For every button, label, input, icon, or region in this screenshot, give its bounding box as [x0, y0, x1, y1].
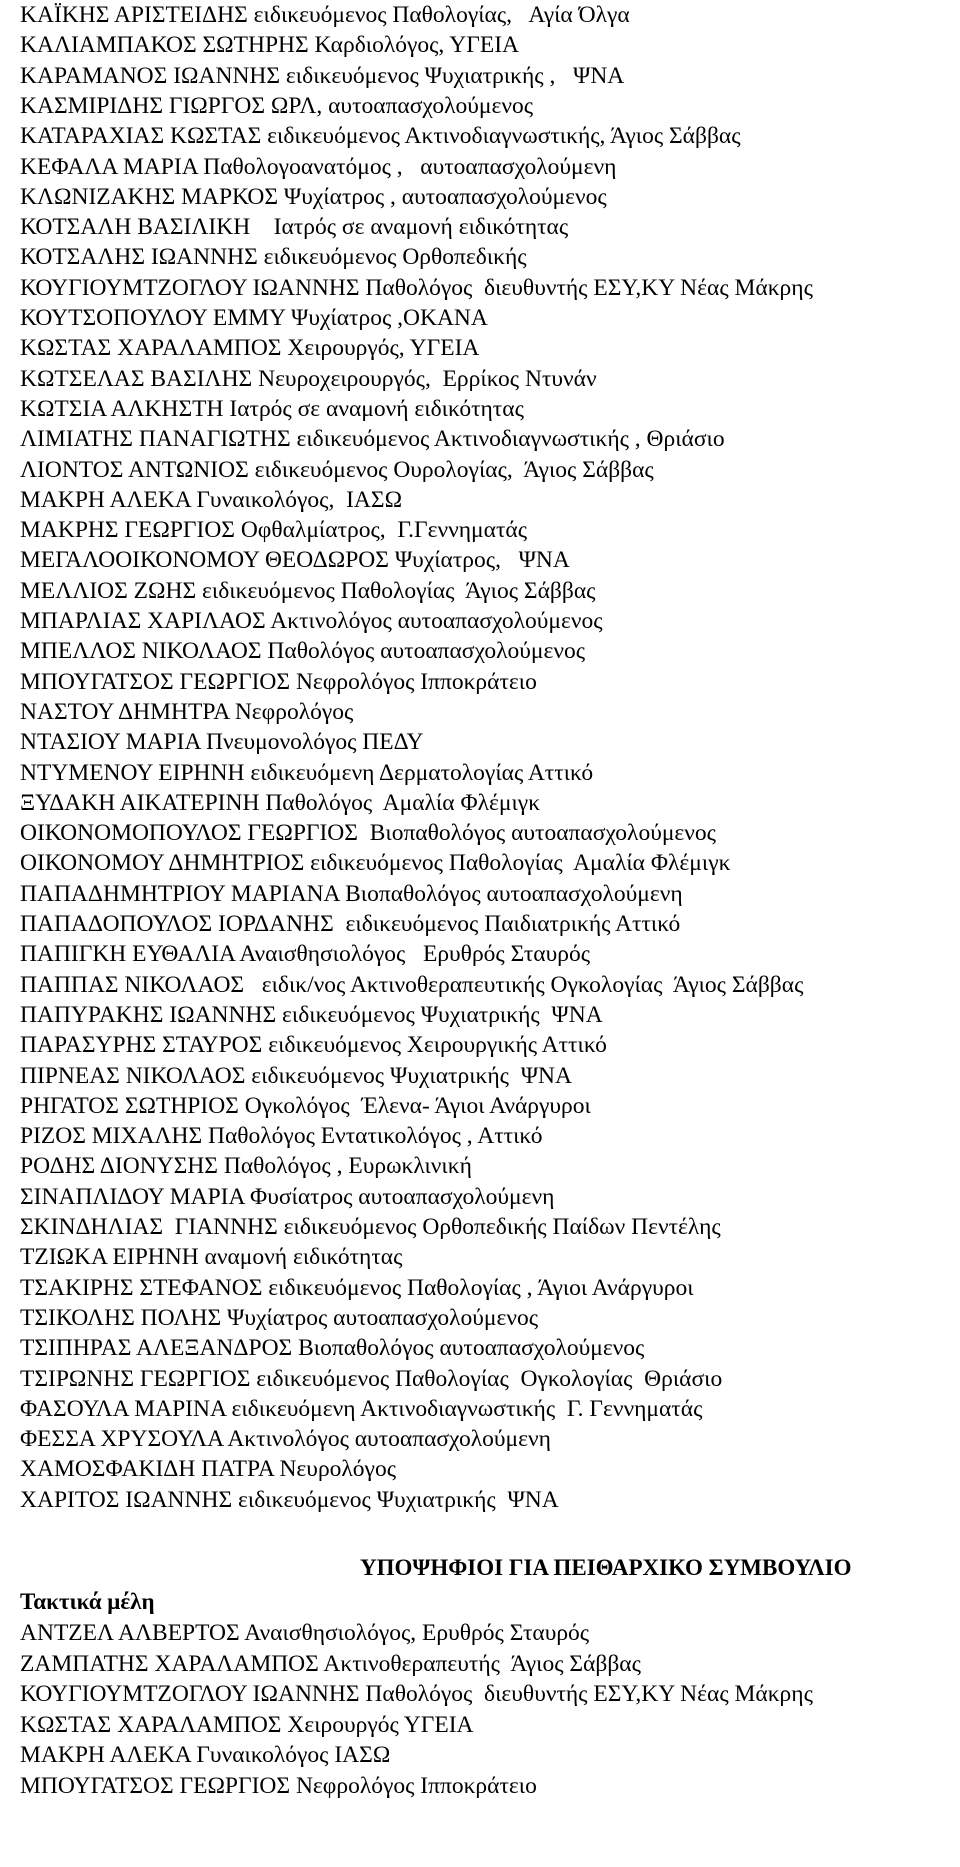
candidate-entry: ΜΠΕΛΛΟΣ ΝΙΚΟΛΑΟΣ Παθολόγος αυτοαπασχολούμενος: [20, 638, 586, 665]
candidate-entry: ΤΣΙΚΟΛΗΣ ΠΟΛΗΣ Ψυχίατρος αυτοαπασχολούμενος: [20, 1304, 539, 1331]
candidate-entry: ΜΕΛΛΙΟΣ ΖΩΗΣ ειδικευόμενος Παθολογίας Άγιος Σάββας: [20, 577, 596, 604]
candidate-entry: ΣΙΝΑΠΛΙΔΟΥ ΜΑΡΙΑ Φυσίατρος αυτοαπασχολούμενη: [20, 1183, 555, 1210]
candidate-entry: ΚΟΤΣΑΛΗΣ ΙΩΑΝΝΗΣ ειδικευόμενος Ορθοπεδικής: [20, 244, 527, 271]
candidate-entry: ΡΙΖΟΣ ΜΙΧΑΛΗΣ Παθολόγος Εντατικολόγος , Αττικό: [20, 1123, 543, 1150]
candidate-entry: ΡΗΓΑΤΟΣ ΣΩΤΗΡΙΟΣ Ογκολόγος Έλενα- Άγιοι Ανάργυροι: [20, 1092, 591, 1119]
candidate-entry: ΝΑΣΤΟΥ ΔΗΜΗΤΡΑ Νεφρολόγος: [20, 698, 354, 725]
candidate-entry: ΣΚΙΝΔΗΛΙΑΣ ΓΙΑΝΝΗΣ ειδικευόμενος Ορθοπεδικής Παίδων Πεντέλης: [20, 1214, 721, 1240]
disciplinary-member-entry: ΑΝΤΖΕΛ ΑΛΒΕΡΤΟΣ Αναισθησιολόγος, Ερυθρός Σταυρός: [20, 1620, 590, 1646]
candidate-entry: ΤΖΙΩΚΑ ΕΙΡΗΝΗ αναμονή ειδικότητας: [20, 1244, 403, 1271]
candidate-entry: ΦΕΣΣΑ ΧΡΥΣΟΥΛΑ Ακτινολόγος αυτοαπασχολούμενη: [20, 1426, 551, 1453]
candidate-entry: ΚΑΡΑΜΑΝΟΣ ΙΩΑΝΝΗΣ ειδικευόμενος Ψυχιατρικής , ΨΝΑ: [20, 62, 625, 89]
disciplinary-member-entry: ΜΑΚΡΗ ΑΛΕΚΑ Γυναικολόγος ΙΑΣΩ: [20, 1742, 391, 1769]
candidate-entry: ΚΟΥΓΙΟΥΜΤΖΟΓΛΟΥ ΙΩΑΝΝΗΣ Παθολόγος διευθυντής ΕΣΥ,ΚΥ Νέας Μάκρης: [20, 274, 813, 301]
candidate-entry: ΜΑΚΡΗ ΑΛΕΚΑ Γυναικολόγος, ΙΑΣΩ: [20, 486, 403, 513]
candidate-entry: ΚΛΩΝΙΖΑΚΗΣ ΜΑΡΚΟΣ Ψυχίατρος , αυτοαπασχολούμενος: [20, 183, 607, 210]
candidate-entry: ΠΑΠΙΓΚΗ ΕΥΘΑΛΙΑ Αναισθησιολόγος Ερυθρός Σταυρός: [20, 941, 591, 968]
disciplinary-member-entry: ΚΩΣΤΑΣ ΧΑΡΑΛΑΜΠΟΣ Χειρουργός ΥΓΕΙΑ: [20, 1711, 474, 1738]
candidate-entry: ΤΣΙΡΩΝΗΣ ΓΕΩΡΓΙΟΣ ειδικευόμενος Παθολογίας Ογκολογίας Θριάσιο: [20, 1365, 723, 1392]
disciplinary-member-entry: ΖΑΜΠΑΤΗΣ ΧΑΡΑΛΑΜΠΟΣ Ακτινοθεραπευτής Άγιος Σάββας: [20, 1650, 641, 1677]
candidate-entry: ΤΣΙΠΗΡΑΣ ΑΛΕΞΑΝΔΡΟΣ Βιοπαθολόγος αυτοαπασχολούμενος: [20, 1335, 645, 1362]
candidate-entry: ΚΑΣΜΙΡΙΔΗΣ ΓΙΩΡΓΟΣ ΩΡΛ, αυτοαπασχολούμενος: [20, 92, 534, 119]
candidate-entry: ΛΙΟΝΤΟΣ ΑΝΤΩΝΙΟΣ ειδικευόμενος Ουρολογίας, Άγιος Σάββας: [20, 456, 654, 483]
candidate-entry: ΜΠΟΥΓΑΤΣΟΣ ΓΕΩΡΓΙΟΣ Νεφρολόγος Ιπποκράτειο: [20, 668, 537, 695]
candidate-entry: ΚΕΦΑΛΑ ΜΑΡΙΑ Παθολογοανατόμος , αυτοαπασχολούμενη: [20, 153, 617, 180]
candidate-entry: ΚΑΛΙΑΜΠΑΚΟΣ ΣΩΤΗΡΗΣ Καρδιολόγος, ΥΓΕΙΑ: [20, 32, 520, 59]
candidate-entry: ΚΩΣΤΑΣ ΧΑΡΑΛΑΜΠΟΣ Χειρουργός, ΥΓΕΙΑ: [20, 335, 480, 362]
candidate-entry: ΠΑΠΑΔΗΜΗΤΡΙΟΥ ΜΑΡΙΑΝΑ Βιοπαθολόγος αυτοαπασχολούμενη: [20, 880, 683, 907]
candidate-entry: ΟΙΚΟΝΟΜΟΥ ΔΗΜΗΤΡΙΟΣ ειδικευόμενος Παθολογίας Αμαλία Φλέμιγκ: [20, 850, 731, 877]
candidate-entry: ΜΑΚΡΗΣ ΓΕΩΡΓΙΟΣ Οφθαλμίατρος, Γ.Γεννηματάς: [20, 517, 528, 544]
candidate-entry: ΚΩΤΣΕΛΑΣ ΒΑΣΙΛΗΣ Νευροχειρουργός, Ερρίκος Ντυνάν: [20, 365, 597, 392]
candidate-entry: ΚΟΤΣΑΛΗ ΒΑΣΙΛΙΚΗ Ιατρός σε αναμονή ειδικότητας: [20, 214, 569, 241]
candidate-entry: ΡΟΔΗΣ ΔΙΟΝΥΣΗΣ Παθολόγος , Ευρωκλινική: [20, 1153, 472, 1180]
candidate-entry: ΚΑΤΑΡΑΧΙΑΣ ΚΩΣΤΑΣ ειδικευόμενος Ακτινοδιαγνωστικής, Άγιος Σάββας: [20, 123, 741, 150]
disciplinary-member-entry: ΚΟΥΓΙΟΥΜΤΖΟΓΛΟΥ ΙΩΑΝΝΗΣ Παθολόγος διευθυντής ΕΣΥ,ΚΥ Νέας Μάκρης: [20, 1681, 813, 1708]
candidate-entry: ΚΑΪΚΗΣ ΑΡΙΣΤΕΙΔΗΣ ειδικευόμενος Παθολογίας, Αγία Όλγα: [20, 2, 630, 28]
candidate-entry: ΜΕΓΑΛΟΟΙΚΟΝΟΜΟΥ ΘΕΟΔΩΡΟΣ Ψυχίατρος, ΨΝΑ: [20, 547, 570, 574]
candidate-entry: ΠΑΠΑΔΟΠΟΥΛΟΣ ΙΟΡΔΑΝΗΣ ειδικευόμενος Παιδιατρικής Αττικό: [20, 911, 681, 937]
disciplinary-member-entry: ΜΠΟΥΓΑΤΣΟΣ ΓΕΩΡΓΙΟΣ Νεφρολόγος Ιπποκράτειο: [20, 1773, 537, 1799]
candidate-entry: ΠΑΠΠΑΣ ΝΙΚΟΛΑΟΣ ειδικ/νος Ακτινοθεραπευτικής Ογκολογίας Άγιος Σάββας: [20, 971, 804, 998]
candidate-entry: ΞΥΔΑΚΗ ΑΙΚΑΤΕΡΙΝΗ Παθολόγος Αμαλία Φλέμιγκ: [20, 789, 541, 816]
regular-members-subheading: Τακτικά μέλη: [20, 1589, 155, 1614]
candidate-entry: ΝΤΥΜΕΝΟΥ ΕΙΡΗΝΗ ειδικευόμενη Δερματολογίας Αττικό: [20, 759, 594, 786]
candidate-entry: ΝΤΑΣΙΟΥ ΜΑΡΙΑ Πνευμονολόγος ΠΕΔΥ: [20, 729, 424, 756]
candidate-entry: ΧΑΜΟΣΦΑΚΙΔΗ ΠΑΤΡΑ Νευρολόγος: [20, 1456, 396, 1483]
candidate-entry: ΧΑΡΙΤΟΣ ΙΩΑΝΝΗΣ ειδικευόμενος Ψυχιατρικής ΨΝΑ: [20, 1486, 559, 1513]
candidate-entry: ΦΑΣΟΥΛΑ ΜΑΡΙΝΑ ειδικευόμενη Ακτινοδιαγνωστικής Γ. Γεννηματάς: [20, 1395, 703, 1422]
candidate-entry: ΟΙΚΟΝΟΜΟΠΟΥΛΟΣ ΓΕΩΡΓΙΟΣ Βιοπαθολόγος αυτοαπασχολούμενος: [20, 820, 716, 847]
candidate-entry: ΜΠΑΡΛΙΑΣ ΧΑΡΙΛΑΟΣ Ακτινολόγος αυτοαπασχολούμενος: [20, 608, 603, 634]
candidate-entry: ΠΙΡΝΕΑΣ ΝΙΚΟΛΑΟΣ ειδικευόμενος Ψυχιατρικής ΨΝΑ: [20, 1062, 572, 1089]
candidate-entry: ΠΑΠΥΡΑΚΗΣ ΙΩΑΝΝΗΣ ειδικευόμενος Ψυχιατρικής ΨΝΑ: [20, 1001, 603, 1028]
candidate-entry: ΠΑΡΑΣΥΡΗΣ ΣΤΑΥΡΟΣ ειδικευόμενος Χειρουργικής Αττικό: [20, 1032, 607, 1059]
candidate-entry: ΛΙΜΙΑΤΗΣ ΠΑΝΑΓΙΩΤΗΣ ειδικευόμενος Ακτινοδιαγνωστικής , Θριάσιο: [20, 426, 725, 453]
candidate-entry: ΚΟΥΤΣΟΠΟΥΛΟΥ ΕΜΜΥ Ψυχίατρος ,ΟΚΑΝΑ: [20, 305, 488, 331]
candidate-entry: ΚΩΤΣΙΑ ΑΛΚΗΣΤΗ Ιατρός σε αναμονή ειδικότητας: [20, 395, 524, 422]
disciplinary-council-heading: ΥΠΟΨΗΦΙΟΙ ΓΙΑ ΠΕΙΘΑΡΧΙΚΟ ΣΥΜΒΟΥΛΙΟ: [360, 1555, 852, 1580]
candidate-entry: ΤΣΑΚΙΡΗΣ ΣΤΕΦΑΝΟΣ ειδικευόμενος Παθολογίας , Άγιοι Ανάργυροι: [20, 1274, 694, 1301]
